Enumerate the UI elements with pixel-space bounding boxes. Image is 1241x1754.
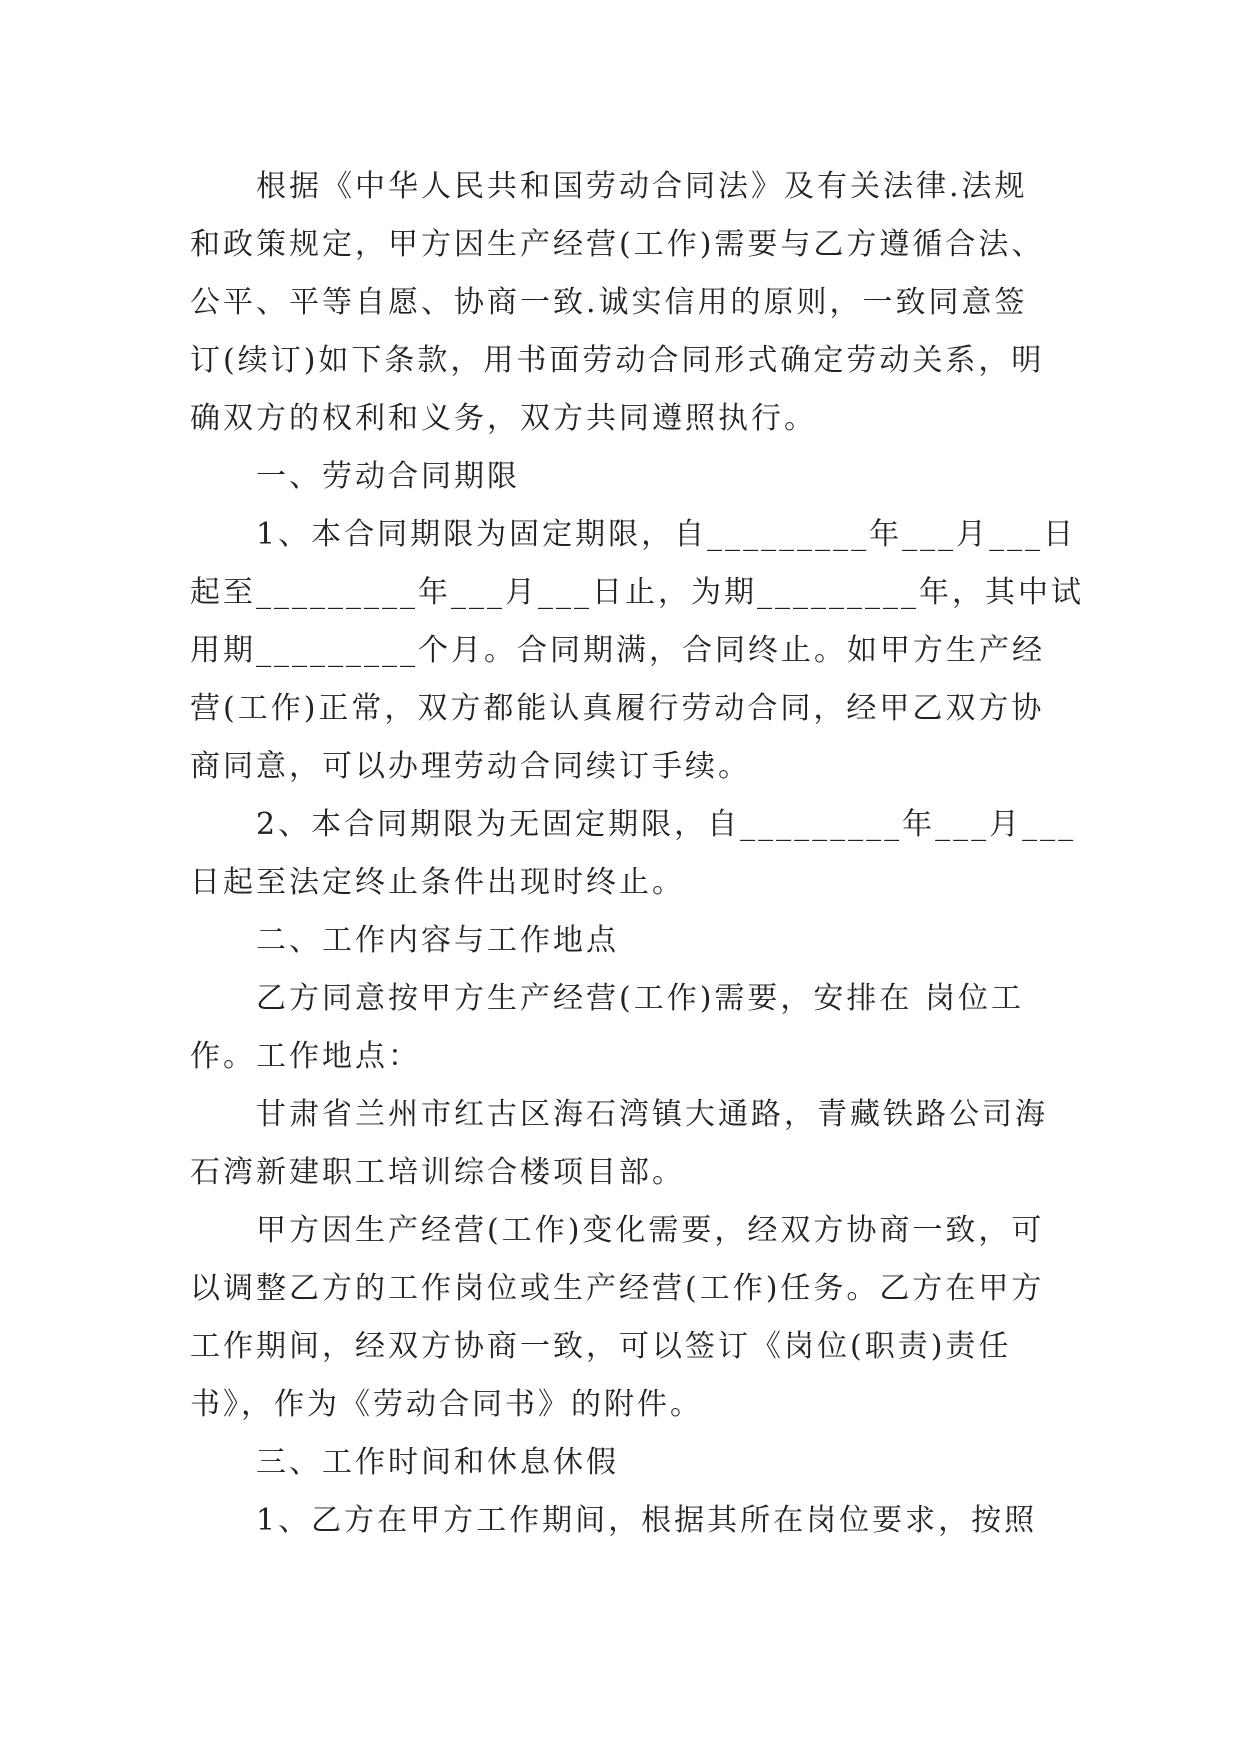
paragraph-line: 1、乙方在甲方工作期间，根据其所在岗位要求，按照	[256, 1503, 1038, 1538]
paragraph-line: 1、本合同期限为固定期限，自_________年___月___日	[256, 517, 1077, 552]
paragraph-line: 甘肃省兰州市红古区海石湾镇大通路，青藏铁路公司海	[256, 1097, 1048, 1132]
paragraph-line: 作。工作地点：	[190, 1039, 421, 1074]
paragraph-line: 乙方同意按甲方生产经营(工作)需要，安排在 岗位工	[256, 981, 1024, 1016]
paragraph-line: 确双方的权利和义务，双方共同遵照执行。	[190, 401, 817, 436]
paragraph-line: 公平、平等自愿、协商一致.诚实信用的原则，一致同意签	[190, 285, 1028, 320]
section-heading: 二、工作内容与工作地点	[256, 923, 619, 958]
paragraph-line: 和政策规定，甲方因生产经营(工作)需要与乙方遵循合法、	[190, 227, 1045, 262]
paragraph-line: 商同意，可以办理劳动合同续订手续。	[190, 749, 751, 784]
paragraph-line: 根据《中华人民共和国劳动合同法》及有关法律.法规	[256, 169, 1028, 204]
section-heading: 一、劳动合同期限	[256, 459, 520, 494]
paragraph-line: 订(续订)如下条款，用书面劳动合同形式确定劳动关系，明	[190, 343, 1045, 378]
section-heading: 三、工作时间和休息休假	[256, 1445, 619, 1480]
paragraph-line: 2、本合同期限为无固定期限，自_________年___月___	[256, 807, 1077, 842]
paragraph-line: 石湾新建职工培训综合楼项目部。	[190, 1155, 685, 1190]
paragraph-line: 书》，作为《劳动合同书》的附件。	[190, 1387, 703, 1422]
paragraph-line: 以调整乙方的工作岗位或生产经营(工作)任务。乙方在甲方	[190, 1271, 1045, 1306]
paragraph-line: 用期_________个月。合同期满，合同终止。如甲方生产经	[190, 633, 1045, 668]
paragraph-line: 起至_________年___月___日止，为期_________年，其中试	[190, 575, 1084, 610]
paragraph-line: 工作期间，经双方协商一致，可以签订《岗位(职责)责任	[190, 1329, 1012, 1364]
document-body	[190, 158, 1084, 1550]
paragraph-line: 甲方因生产经营(工作)变化需要，经双方协商一致，可	[256, 1213, 1045, 1248]
paragraph-line: 日起至法定终止条件出现时终止。	[190, 865, 685, 900]
paragraph-line: 营(工作)正常，双方都能认真履行劳动合同，经甲乙双方协	[190, 691, 1045, 726]
